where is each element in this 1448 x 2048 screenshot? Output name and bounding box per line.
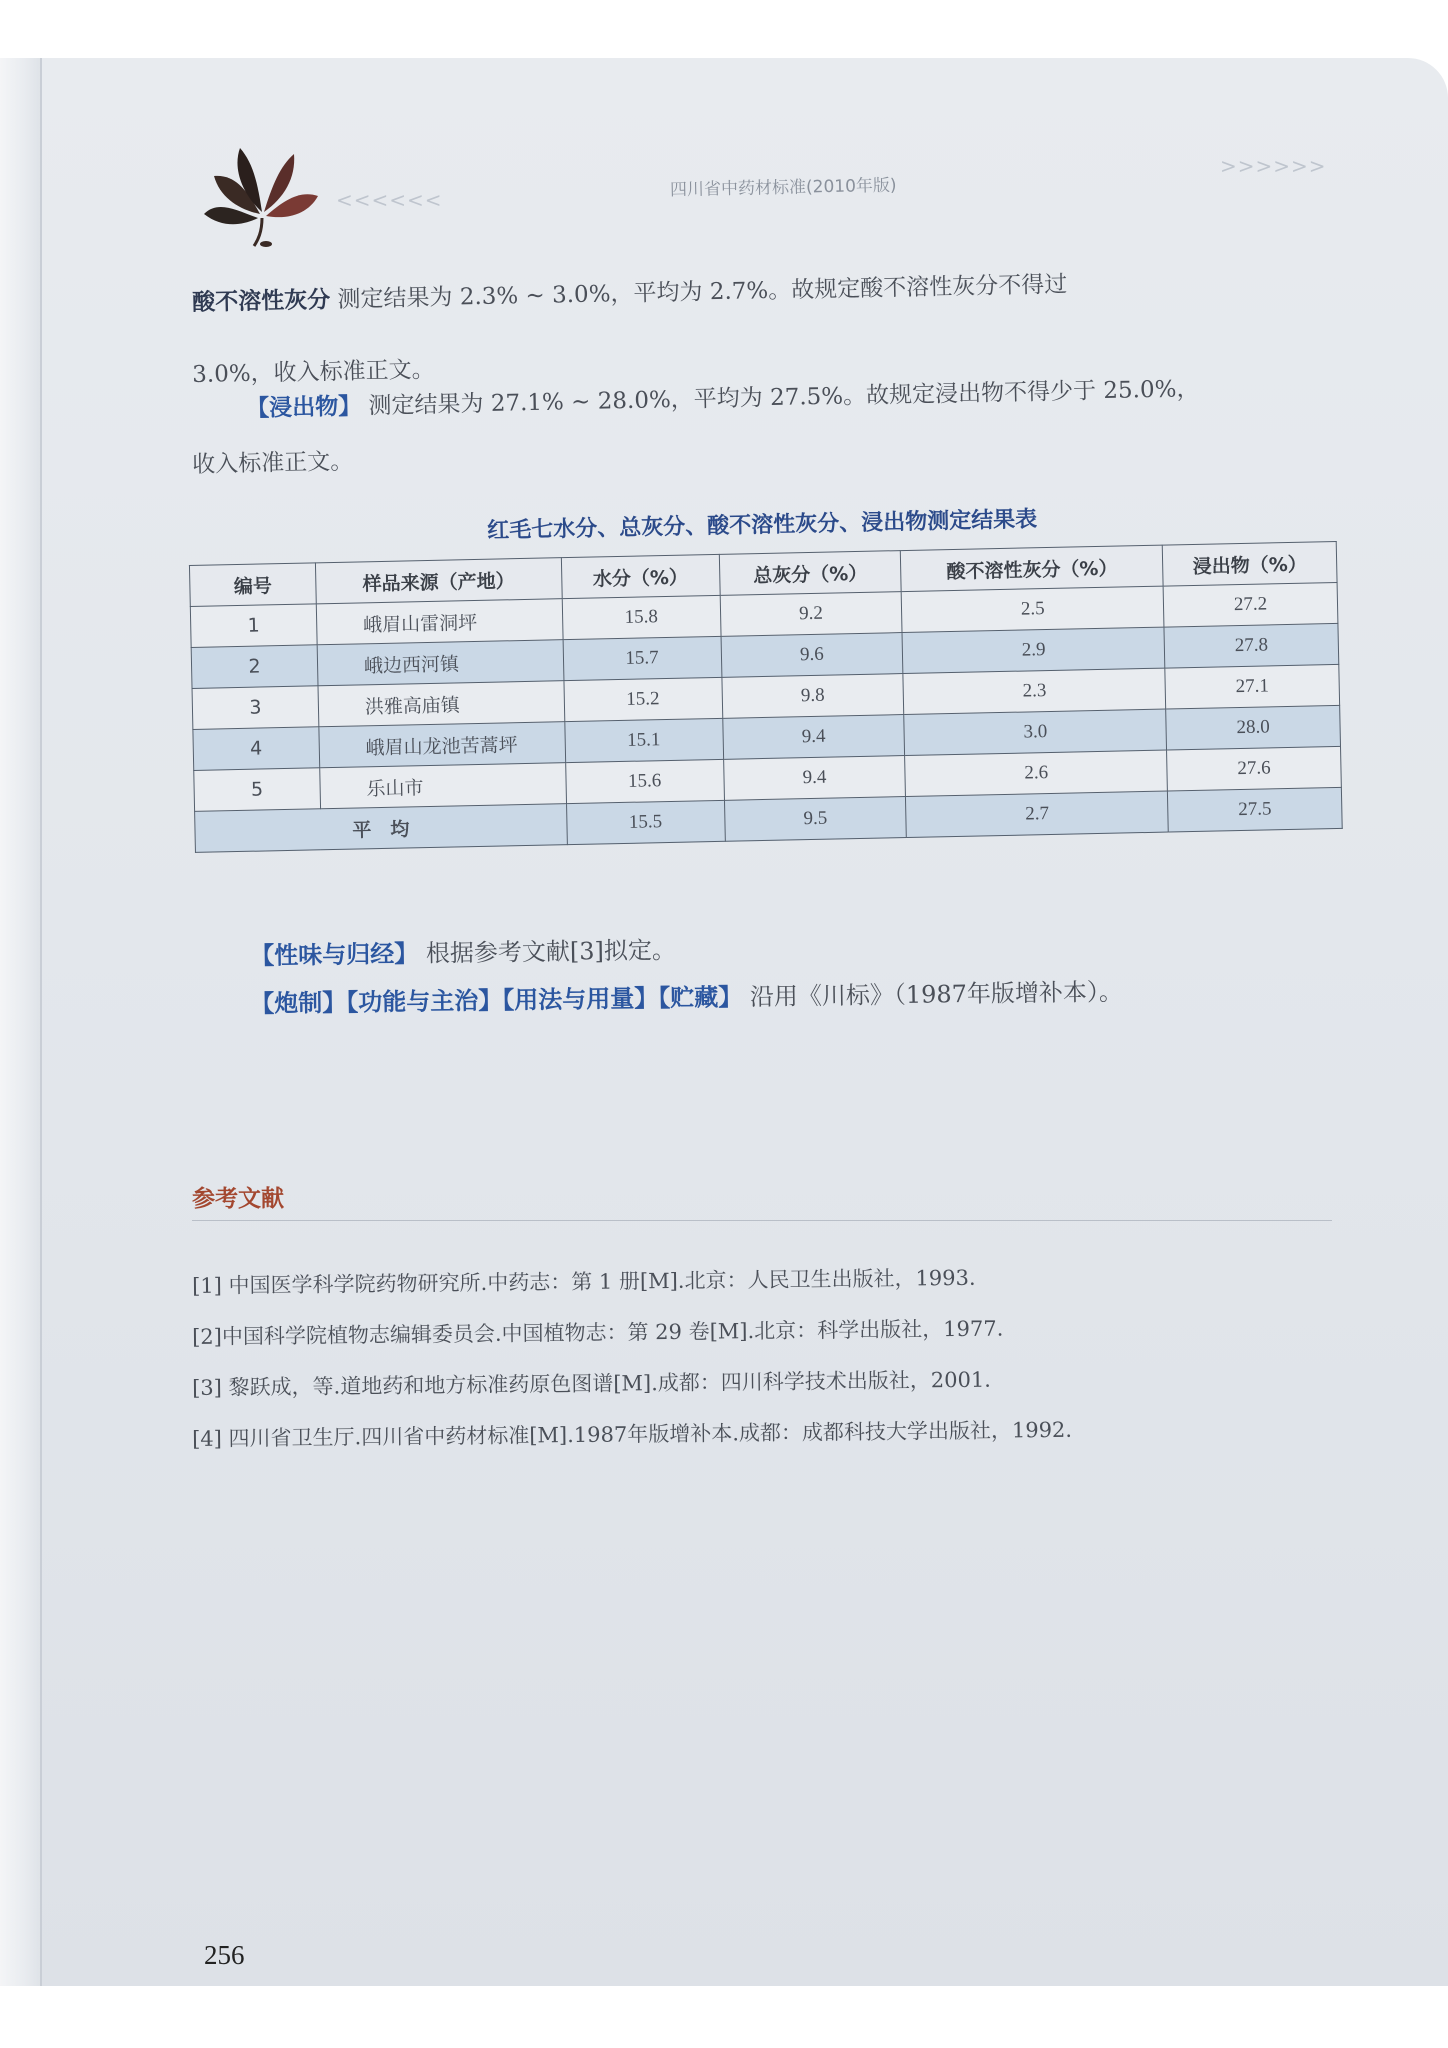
- results-table-block: [188, 496, 1343, 853]
- cell-total-ash: 9.2: [720, 592, 903, 637]
- cell-source: 洪雅高庙镇: [318, 681, 565, 727]
- cell-water: 15.6: [565, 759, 724, 803]
- leaf-logo-icon: [196, 140, 326, 250]
- nature-text: 根据参考文献[3]拟定。: [425, 936, 677, 968]
- col-header-extract: 浸出物（%）: [1162, 541, 1337, 586]
- reference-item: [1] 中国医学科学院药物研究所.中药志：第 1 册[M].北京：人民卫生出版社，1993.: [192, 1265, 976, 1298]
- cell-extract: 28.0: [1166, 705, 1341, 750]
- cell-total-ash: 9.8: [721, 674, 904, 719]
- reference-item: [3] 黎跃成，等.道地药和地方标准药原色图谱[M].成都：四川科学技术出版社，2001.: [192, 1367, 992, 1400]
- running-title: 四川省中药材标准(2010年版): [669, 175, 897, 201]
- cell-water: 15.2: [564, 677, 723, 721]
- cell-water: 15.1: [564, 718, 723, 762]
- cell-id: 2: [191, 645, 318, 689]
- cell-avg-acid-ash: 2.7: [906, 791, 1169, 837]
- extract-text: 测定结果为 27.1% ~ 28.0%，平均为 27.5%。故规定浸出物不得少于 25.0%，: [368, 376, 1200, 420]
- cell-id: 1: [190, 604, 317, 648]
- extract-text-cont: 收入标准正文。: [191, 448, 354, 478]
- cell-extract: 27.1: [1165, 664, 1340, 709]
- cell-avg-total-ash: 9.5: [724, 797, 907, 842]
- references-divider: [192, 1220, 1332, 1221]
- col-header-id: 编号: [189, 563, 316, 607]
- cell-extract: 27.8: [1164, 623, 1339, 668]
- cell-total-ash: 9.6: [721, 633, 904, 678]
- cell-source: 乐山市: [320, 763, 567, 809]
- cell-extract: 27.2: [1163, 582, 1338, 627]
- page-number: 256: [204, 1940, 245, 1970]
- function-heading: 【功能与主治】: [346, 986, 503, 1017]
- cell-source: 峨眉山龙池苦蒿坪: [319, 722, 566, 768]
- cell-avg-extract: 27.5: [1168, 787, 1343, 832]
- col-header-total-ash: 总灰分（%）: [719, 551, 902, 596]
- cell-extract: 27.6: [1167, 746, 1342, 791]
- cell-acid-ash: 2.6: [905, 750, 1168, 796]
- acid-ash-text-cont: 3.0%，收入标准正文。: [191, 356, 435, 388]
- acid-ash-heading: 酸不溶性灰分: [191, 287, 331, 316]
- cell-id: 4: [193, 727, 320, 771]
- storage-heading: 【贮藏】: [658, 983, 743, 1013]
- nature-heading: 【性味与归经】: [250, 939, 419, 970]
- results-table: [189, 541, 1343, 853]
- reference-item: [2]中国科学院植物志编辑委员会.中国植物志：第 29 卷[M].北京：科学出版社，1977.: [192, 1316, 1004, 1349]
- cell-total-ash: 9.4: [722, 715, 905, 760]
- table-caption: 红毛七水分、总灰分、酸不溶性灰分、浸出物测定结果表: [487, 507, 1038, 544]
- cell-acid-ash: 3.0: [904, 709, 1167, 755]
- cell-water: 15.8: [562, 595, 721, 639]
- extract-heading: 【浸出物】: [245, 393, 362, 422]
- col-header-source: 样品来源（产地）: [315, 558, 562, 604]
- cell-average-label: 平 均: [195, 804, 567, 853]
- cell-source: 峨眉山雷洞坪: [316, 599, 563, 645]
- cell-acid-ash: 2.3: [903, 668, 1166, 714]
- reference-item: [4] 四川省卫生厅.四川省中药材标准[M].1987年版增补本.成都：成都科技大学出版社，1992.: [192, 1417, 1073, 1451]
- acid-ash-text: 测定结果为 2.3% ~ 3.0%，平均为 2.7%。故规定酸不溶性灰分不得过: [337, 271, 1068, 313]
- cell-total-ash: 9.4: [723, 756, 906, 801]
- cell-acid-ash: 2.9: [902, 627, 1165, 673]
- book-spine: [0, 58, 42, 1986]
- references-list: [192, 1265, 1332, 1474]
- cell-avg-water: 15.5: [566, 800, 725, 844]
- processing-text: 沿用《川标》（1987年版增补本）。: [749, 977, 1124, 1012]
- usage-heading: 【用法与用量】: [502, 984, 659, 1015]
- cell-id: 5: [194, 768, 321, 812]
- chevrons-right: >>>>>>: [1220, 154, 1327, 178]
- col-header-acid-ash: 酸不溶性灰分（%）: [901, 545, 1164, 591]
- chevrons-left: <<<<<<: [336, 188, 443, 212]
- cell-id: 3: [192, 686, 319, 730]
- cell-water: 15.7: [563, 636, 722, 680]
- cell-source: 峨边西河镇: [317, 640, 564, 686]
- references-title: 参考文献: [192, 1186, 284, 1212]
- col-header-water: 水分（%）: [561, 554, 720, 598]
- cell-acid-ash: 2.5: [902, 586, 1165, 632]
- processing-heading: 【炮制】: [250, 988, 347, 1018]
